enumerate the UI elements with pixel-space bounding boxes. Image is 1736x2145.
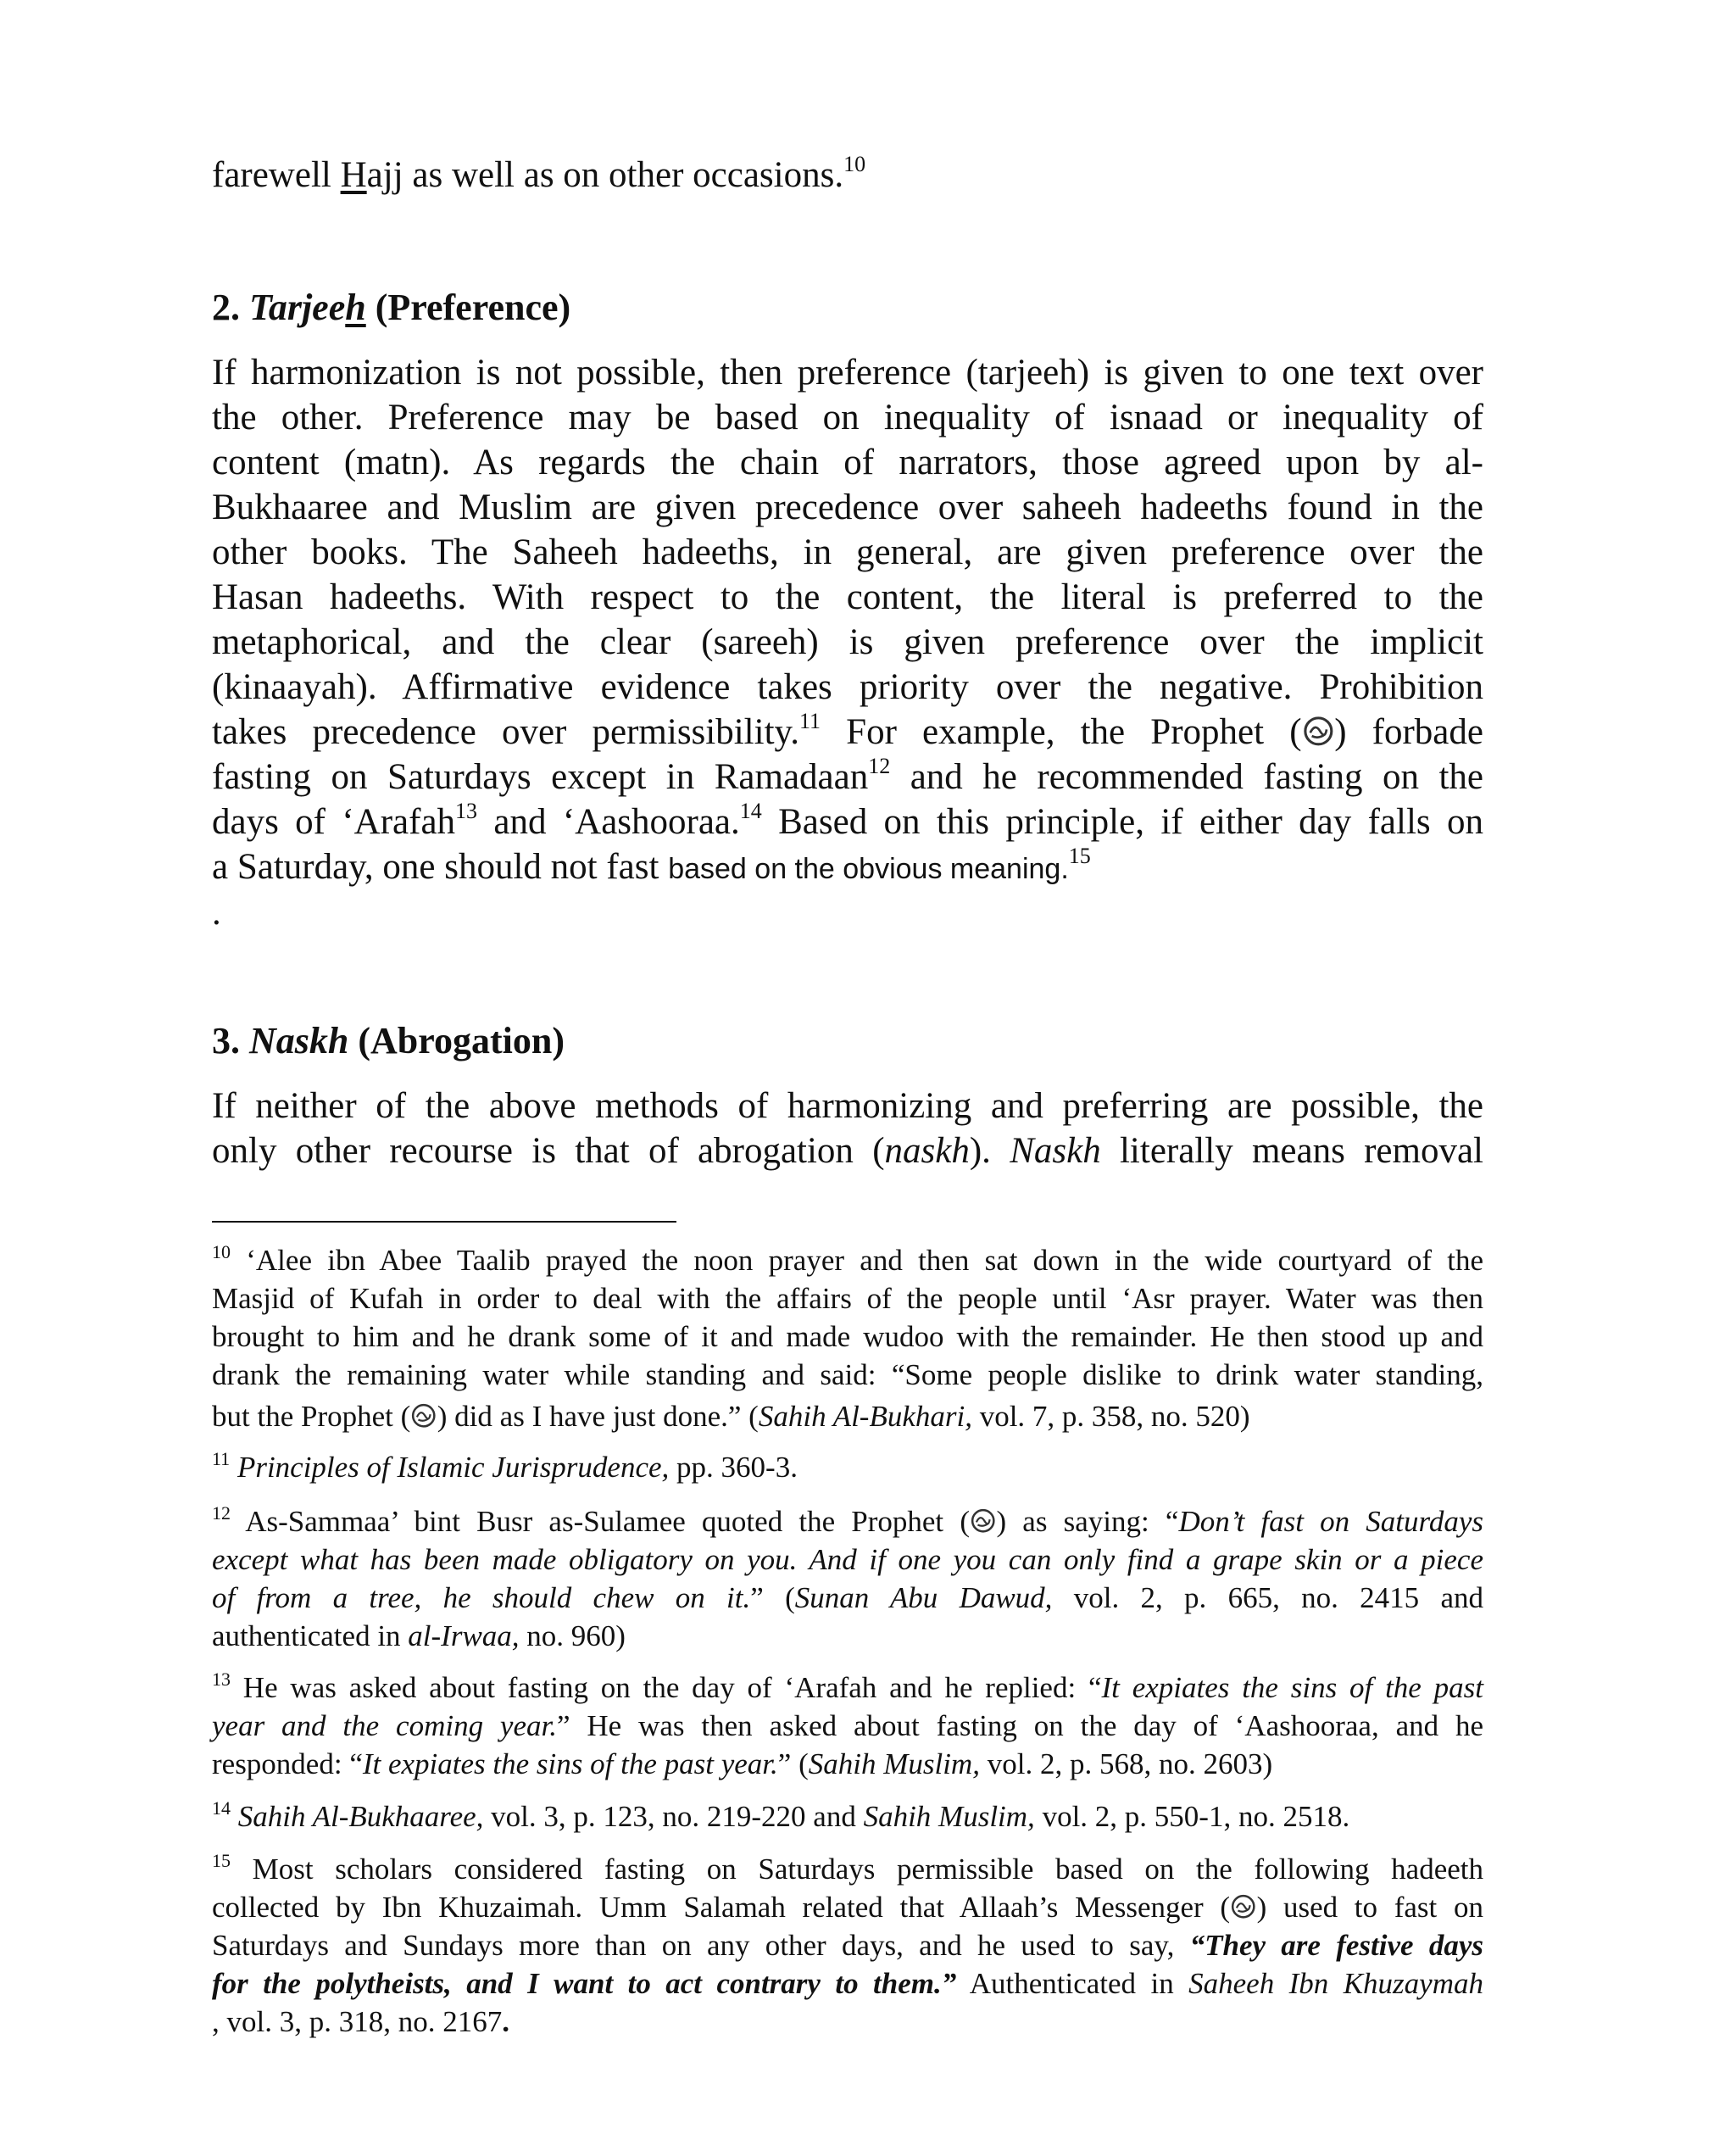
s2-line-9-c: ) forbade — [1334, 712, 1483, 752]
fn12-line-1 — [212, 1502, 1483, 1540]
fn15-line-1 — [212, 1850, 1483, 1888]
fn13-l1-quote: It expiates the sins of the past — [1101, 1671, 1483, 1704]
fn13-l2-quote: year and the coming year. — [212, 1709, 557, 1742]
fn12-line-4 — [212, 1617, 1483, 1655]
s2-line-10-a: fasting on Saturdays except in Ramadaan — [212, 757, 869, 797]
fn10-line-2: Masjid of Kufah in order to deal with the affairs of the people until ‘Asr prayer. Water was then — [212, 1282, 1483, 1315]
s2-line-5: other books. The Saheeh hadeeths, in general, are given preference over the — [212, 532, 1483, 572]
fn12-l1-b: ) as saying: “ — [996, 1505, 1179, 1538]
s2-line-11 — [212, 800, 1483, 844]
intro-line — [212, 153, 865, 198]
fn15-number: 15 — [212, 1850, 231, 1871]
fn14-line — [212, 1797, 1483, 1836]
fn12-l3-source: Sunan Abu Dawud, — [794, 1581, 1053, 1614]
intro-text: farewell — [212, 155, 341, 195]
s2-line-2: the other. Preference may be based on inequality of isnaad or inequality of — [212, 398, 1483, 437]
fn13-l3-c: ” ( — [777, 1747, 809, 1780]
fn13-l3-e: vol. 2, p. 568, no. 2603) — [979, 1747, 1273, 1780]
fn11-title: Principles of Islamic Jurisprudence, — [236, 1451, 670, 1484]
s3-line-2-naskh-2: Naskh — [1010, 1131, 1101, 1171]
fn15-l1: Most scholars considered fasting on Saturdays permissible based on the following hadeeth — [231, 1852, 1483, 1886]
s2-line-12-b: based on the obvious meaning. — [668, 853, 1069, 885]
section-2-term-h: h — [345, 287, 366, 328]
fn15-line-5 — [212, 2003, 1483, 2041]
fn15-l5-b: . — [502, 2005, 509, 2038]
fn13-l3-source: Sahih Muslim, — [808, 1747, 980, 1780]
section-3-heading — [212, 1019, 565, 1062]
s2-line-11-b: and ‘Aashooraa. — [477, 802, 740, 842]
fn12-line-3 — [212, 1579, 1483, 1617]
fn11-number: 11 — [212, 1448, 231, 1469]
s2-line-9-b: For example, the Prophet ( — [821, 712, 1302, 752]
section-2-label: (Preference) — [365, 287, 571, 328]
s2-line-7: metaphorical, and the clear (sareeh) is given preference over the implicit — [212, 622, 1483, 662]
section-3-term: Naskh — [249, 1020, 349, 1061]
s2-line-3: content (matn). As regards the chain of narrators, those agreed upon by al- — [212, 443, 1483, 482]
section-2-number: 2. — [212, 287, 249, 328]
fn12-l1-quote: Don’t fast on Saturdays — [1178, 1505, 1483, 1538]
fn12-l4-source: al-Irwaa, — [408, 1619, 520, 1652]
s3-line-2 — [212, 1128, 1483, 1173]
s2-line-10-b: and he recommended fasting on the — [890, 757, 1483, 797]
s2-line-11-a: days of ‘Arafah — [212, 802, 456, 842]
pbuh-calligraphy-icon — [410, 1402, 437, 1429]
fn15-l4-quote: for the polytheists, and I want to act contrary to them.” — [212, 1967, 957, 2000]
fn13-line-2 — [212, 1707, 1483, 1745]
fn12-l4-c: no. 960) — [519, 1619, 626, 1652]
fn10-l5-b: ) did as I have just done.” ( — [437, 1400, 759, 1433]
footnote-ref-12: 12 — [868, 754, 891, 778]
s3-line-2-a: only other recourse is that of abrogation ( — [212, 1131, 885, 1171]
fn10-line-1 — [212, 1241, 1483, 1279]
fn14-source-1: Sahih Al-Bukhaaree, — [237, 1800, 484, 1833]
fn12-l4-a: authenticated in — [212, 1619, 409, 1652]
s2-line-13: . — [212, 893, 221, 933]
fn15-l4-source: Saheeh Ibn Khuzaymah — [1188, 1967, 1483, 2000]
fn10-line-3: brought to him and he drank some of it and made wudoo with the remainder. He then stood up and — [212, 1320, 1483, 1353]
pbuh-calligraphy-icon — [1302, 715, 1335, 748]
intro-tail: as well as on other occasions. — [403, 155, 844, 195]
fn10-text-1: ‘Alee ibn Abee Taalib prayed the noon prayer and then sat down in the wide courtyard of the — [231, 1244, 1483, 1277]
fn14-d: vol. 2, p. 550-1, no. 2518. — [1034, 1800, 1350, 1833]
fn10-number: 10 — [212, 1241, 231, 1262]
s2-line-1: If harmonization is not possible, then preference (tarjeeh) is given to one text over — [212, 353, 1483, 393]
fn13-l2-b: ” He was then asked about fasting on the day of ‘Aashooraa, and he — [557, 1709, 1484, 1742]
s2-line-4: Bukhaaree and Muslim are given precedence over saheeh hadeeths found in the — [212, 488, 1483, 527]
fn15-line-4 — [212, 1964, 1483, 2003]
fn15-l3-a: Saturdays and Sundays more than on any other days, and he used to say, — [212, 1929, 1190, 1962]
hajj-rest: ajj — [366, 155, 403, 195]
fn14-b: vol. 3, p. 123, no. 219-220 and — [483, 1800, 864, 1833]
s2-line-8: (kinaayah). Affirmative evidence takes priority over the negative. Prohibition — [212, 667, 1483, 707]
s2-line-10 — [212, 755, 1483, 800]
pbuh-calligraphy-icon — [970, 1507, 997, 1535]
fn10-l5-source: Sahih Al-Bukhari, — [758, 1400, 972, 1433]
fn15-l2-a: collected by Ibn Khuzaimah. Umm Salamah related that Allaah’s Messenger ( — [212, 1891, 1231, 1924]
fn13-number: 13 — [212, 1669, 231, 1690]
fn12-l3-b: ” ( — [750, 1581, 795, 1614]
pbuh-calligraphy-icon — [1230, 1893, 1257, 1920]
fn12-number: 12 — [212, 1502, 231, 1524]
s3-line-2-c: ). — [969, 1131, 1010, 1171]
hajj-h: H — [340, 155, 367, 195]
fn13-line-1 — [212, 1669, 1483, 1707]
s3-line-2-naskh: naskh — [884, 1131, 970, 1171]
footnote-separator — [212, 1221, 676, 1223]
fn15-l4-b: Authenticated in — [956, 1967, 1189, 2000]
section-3-number: 3. — [212, 1020, 249, 1061]
s2-line-9-a: takes precedence over permissibility. — [212, 712, 799, 752]
fn12-l2-quote: except what has been made obligatory on you. And if one you can only find a grape skin or a piece — [212, 1543, 1483, 1576]
fn14-number: 14 — [212, 1797, 231, 1819]
fn13-l3-quote: It expiates the sins of the past year. — [362, 1747, 778, 1780]
section-2-heading — [212, 286, 570, 329]
footnote-ref-13: 13 — [455, 799, 478, 823]
fn10-line-4: drank the remaining water while standing and said: “Some people dislike to drink water standing, — [212, 1358, 1483, 1391]
s2-line-12-a: a Saturday, one should not fast — [212, 847, 669, 887]
fn12-line-2 — [212, 1540, 1483, 1579]
section-2-term: Tarjee — [249, 287, 346, 328]
s3-line-2-e: literally means removal — [1100, 1131, 1483, 1171]
s2-line-9 — [212, 710, 1483, 755]
fn10-l5-d: vol. 7, p. 358, no. 520) — [971, 1400, 1250, 1433]
fn10-l5-a: but the Prophet ( — [212, 1400, 411, 1433]
fn15-line-3 — [212, 1926, 1483, 1964]
footnote-ref-15: 15 — [1068, 844, 1091, 868]
s2-line-11-c: Based on this principle, if either day falls on — [761, 802, 1483, 842]
fn12-l1-a: As-Sammaa’ bint Busr as-Sulamee quoted the Prophet ( — [231, 1505, 970, 1538]
fn15-line-2 — [212, 1888, 1483, 1926]
fn15-l2-b: ) used to fast on — [1256, 1891, 1483, 1924]
s2-line-6: Hasan hadeeths. With respect to the content, the literal is preferred to the — [212, 577, 1483, 617]
fn10-line-5 — [212, 1397, 1483, 1435]
fn15-l3-quote: “They are festive days — [1189, 1929, 1483, 1962]
fn13-line-3 — [212, 1745, 1483, 1783]
footnote-ref-10: 10 — [843, 152, 866, 176]
s3-line-1: If neither of the above methods of harmonizing and preferring are possible, the — [212, 1086, 1483, 1126]
s2-line-12 — [212, 844, 1091, 892]
fn12-l3-quote: of from a tree, he should chew on it. — [212, 1581, 751, 1614]
fn11-rest: pp. 360-3. — [669, 1451, 798, 1484]
fn15-l5-a: , vol. 3, p. 318, no. 2167 — [212, 2005, 503, 2038]
fn14-source-2: Sahih Muslim, — [863, 1800, 1035, 1833]
fn13-l3-a: responded: “ — [212, 1747, 363, 1780]
fn12-l3-d: vol. 2, p. 665, no. 2415 and — [1052, 1581, 1483, 1614]
section-3-label: (Abrogation) — [348, 1020, 565, 1061]
fn13-l1-a: He was asked about fasting on the day of ‘Arafah and he replied: “ — [231, 1671, 1102, 1704]
fn11-line — [212, 1448, 1483, 1486]
footnote-ref-14: 14 — [739, 799, 762, 823]
footnote-ref-11: 11 — [798, 709, 821, 733]
